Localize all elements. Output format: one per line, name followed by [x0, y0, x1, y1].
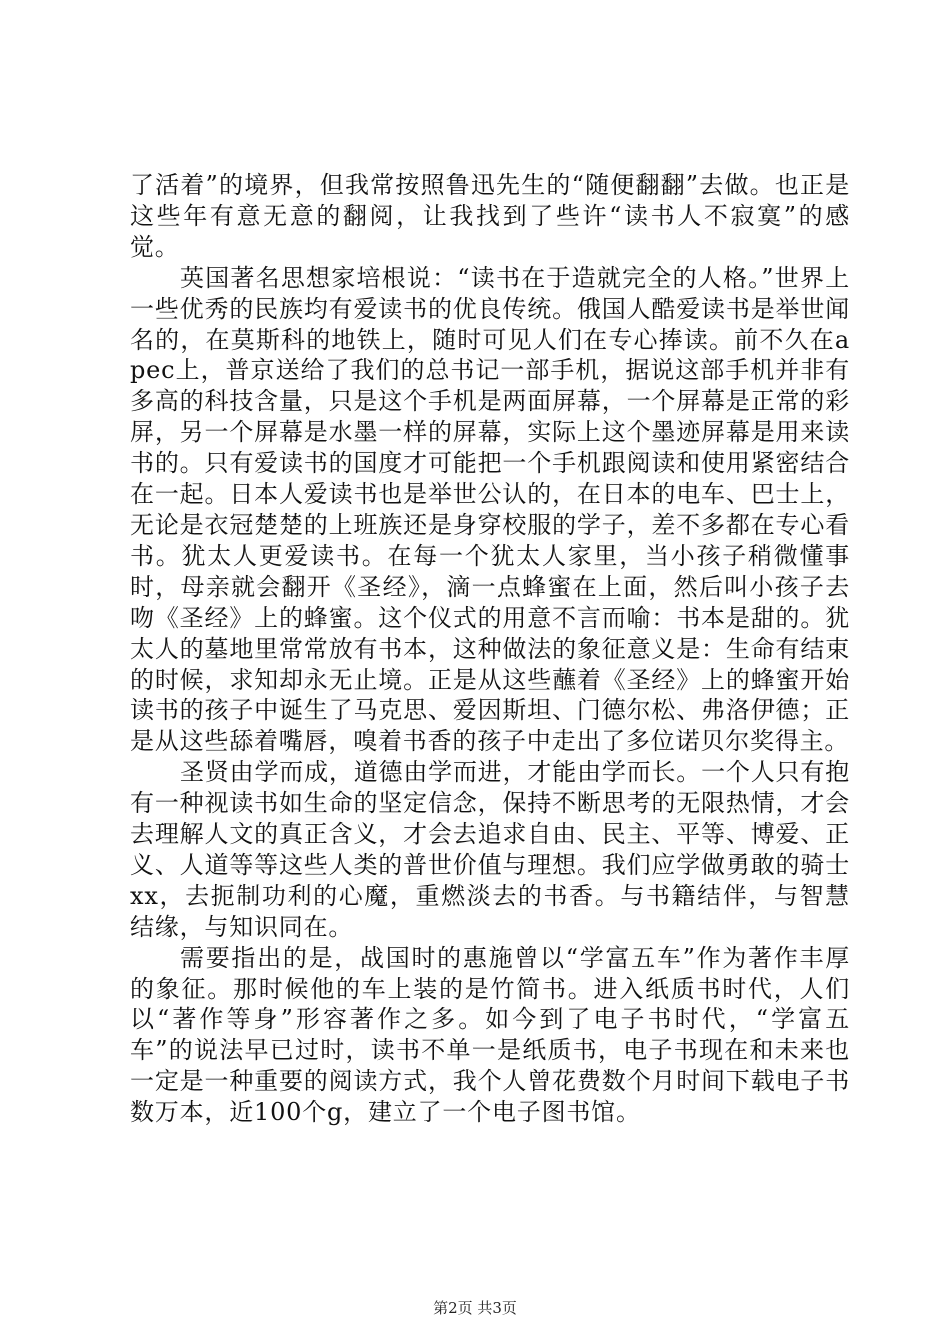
paragraph-continued: 了活着”的境界，但我常按照鲁迅先生的“随便翻翻”去做。也正是这些年有意无意的翻阅，让我找到了些许“读书人不寂寞”的感觉。 — [130, 171, 850, 261]
page-number-footer: 第2页 共3页 — [433, 1299, 517, 1317]
paragraph-sages: 圣贤由学而成，道德由学而进，才能由学而长。一个人只有抱有一种视读书如生命的坚定信念，保持不断思考的无限热情，才会去理解人文的真正含义，才会去追求自由、民主、平等、博爱、正义、人道等等这些人类的普世价值与理想。我们应学做勇敢的骑士xx，去扼制功利的心魔，重燃淡去的书香。与书籍结伴，与智慧结缘，与知识同在。 — [130, 758, 850, 941]
document-body — [130, 170, 850, 1128]
paragraph-ebooks: 需要指出的是，战国时的惠施曾以“学富五车”作为著作丰厚的象征。那时候他的车上装的是竹简书。进入纸质书时代，人们以“著作等身”形容著作之多。如今到了电子书时代，“学富五车”的说法早已过时，读书不单一是纸质书，电子书现在和未来也一定是一种重要的阅读方式，我个人曾花费数个月时间下载电子书数万本，近100个g，建立了一个电子图书馆。 — [130, 943, 850, 1127]
paragraph-bacon-quote: 英国著名思想家培根说：“读书在于造就完全的人格。”世界上一些优秀的民族均有爱读书的优良传统。俄国人酷爱读书是举世闻名的，在莫斯科的地铁上，随时可见人们在专心捧读。前不久在apec上，普京送给了我们的总书记一部手机，据说这部手机并非有多高的科技含量，只是这个手机是两面屏幕，一个屏幕是正常的彩屏，另一个屏幕是水墨一样的屏幕，实际上这个墨迹屏幕是用来读书的。只有爱读书的国度才可能把一个手机跟阅读和使用紧密结合在一起。日本人爱读书也是举世公认的，在日本的电车、巴士上，无论是衣冠楚楚的上班族还是身穿校服的学子，差不多都在专心看书。犹太人更爱读书。在每一个犹太人家里，当小孩子稍微懂事时，母亲就会翻开《圣经》，滴一点蜂蜜在上面，然后叫小孩子去吻《圣经》上的蜂蜜。这个仪式的用意不言而喻：书本是甜的。犹太人的墓地里常常放有书本，这种做法的象征意义是：生命有结束的时候，求知却永无止境。正是从这些蘸着《圣经》上的蜂蜜开始读书的孩子中诞生了马克思、爱因斯坦、门德尔松、弗洛伊德；正是从这些舔着嘴唇，嗅着书香的孩子中走出了多位诺贝尔奖得主。 — [130, 263, 850, 756]
